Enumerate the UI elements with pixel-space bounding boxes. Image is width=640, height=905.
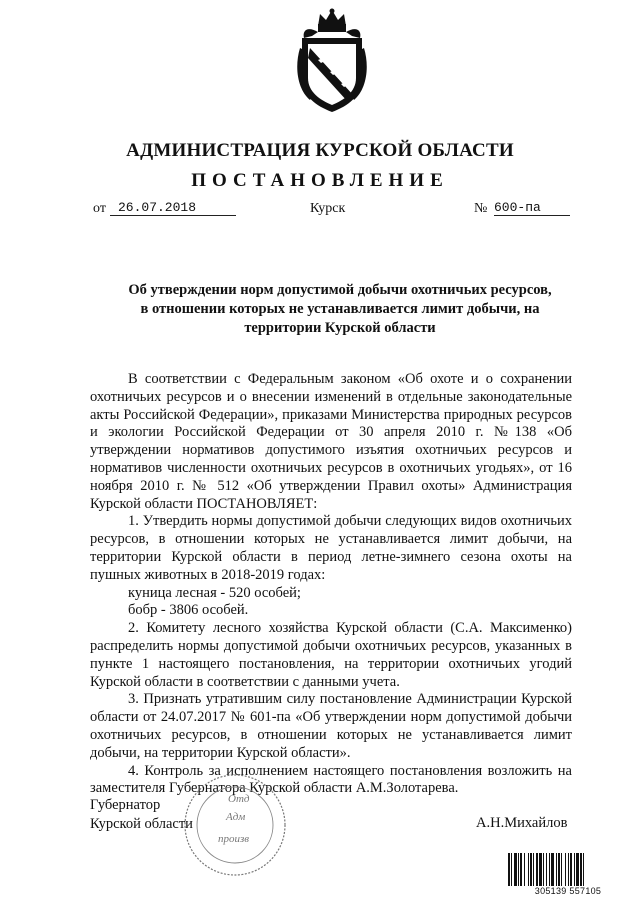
barcode-bar bbox=[558, 853, 560, 886]
signer-title bbox=[90, 796, 193, 834]
stamp-text: Отд bbox=[228, 793, 250, 805]
barcode-bar bbox=[528, 853, 529, 886]
barcode-bar bbox=[546, 853, 547, 886]
round-stamp-icon bbox=[180, 770, 290, 880]
barcode-bar bbox=[514, 853, 517, 886]
document-meta-row bbox=[0, 201, 640, 223]
barcode-bar bbox=[543, 853, 544, 886]
barcode-bar bbox=[574, 853, 575, 886]
item-2-paragraph: 2. Комитету лесного хозяйства Курской области (С.А. Максименко) распределить нормы допустимой добычи охотничьих ресурсов, указанных в пункте 1 настоящего постановления, на территории охотничьих угодий Курской области в соответствии с данными учета. bbox=[90, 620, 572, 690]
barcode-bar bbox=[565, 853, 566, 886]
species-list-item: куница лесная - 520 особей; bbox=[128, 584, 301, 601]
barcode-bar bbox=[536, 853, 538, 886]
barcode-bar bbox=[549, 853, 550, 886]
barcode-bar bbox=[551, 853, 554, 886]
item-3-paragraph: 3. Признать утратившим силу постановление Администрации Курской области от 24.07.2017 № 601-па «Об утверждении норм допустимой добычи охотничьих ресурсов, в отношении которых не устанавливается лимит добычи, на территории Курской области». bbox=[90, 691, 572, 761]
date-from-label: от bbox=[93, 201, 106, 216]
subject-line: территории Курской области bbox=[244, 320, 436, 336]
barcode-bar bbox=[533, 853, 534, 886]
barcode-bar bbox=[556, 853, 557, 886]
preamble-paragraph: В соответствии с Федеральным законом «Об охоте и о сохранении охотничьих ресурсов и о внесении изменений в отдельные законодательные акты Российской Федерации», приказами Министерства природных ресурсов и экологии Российской Федерации от 30 апреля 2010 г. №138 «Об утверждении нормативов допустимого изъятия охотничьих ресурсов и нормативов численности охотничьих ресурсов в охотничьих угодьях», от 16 ноября 2010 г. № 512 «Об утверждении Правил охоты» Администрация Курской области ПОСТАНОВЛЯЕТ: bbox=[90, 371, 572, 512]
subject-line: Об утверждении норм допустимой добычи охотничьих ресурсов, bbox=[128, 282, 552, 298]
number-label: № bbox=[474, 201, 488, 216]
barcode-bar bbox=[530, 853, 532, 886]
barcode-bar bbox=[576, 853, 579, 886]
stamp-text: произв bbox=[218, 833, 250, 845]
barcode-bar bbox=[524, 853, 525, 886]
document-number: 600-па bbox=[494, 200, 570, 216]
barcode-bar bbox=[520, 853, 522, 886]
barcode-bar bbox=[568, 853, 569, 886]
barcode-bar bbox=[570, 853, 572, 886]
item-1-paragraph: 1. Утвердить нормы допустимой добычи следующих видов охотничьих ресурсов, в отношении которых не устанавливается лимит добычи, на территории Курской области в период летне-зимнего сезона охоты на пушных животных в 2018-2019 годах: bbox=[90, 513, 572, 583]
coat-of-arms-icon bbox=[296, 8, 368, 114]
signer-title-line: Курской области bbox=[90, 816, 193, 832]
signer-title-line: Губернатор bbox=[90, 797, 161, 813]
barcode-bar bbox=[561, 853, 562, 886]
document-body bbox=[90, 371, 572, 798]
barcode-bar bbox=[583, 853, 584, 886]
barcode-bar bbox=[518, 853, 519, 886]
organization-title: АДМИНИСТРАЦИЯ КУРСКОЙ ОБЛАСТИ bbox=[126, 140, 514, 161]
stamp-text: Адм bbox=[226, 811, 246, 823]
barcode-bar bbox=[511, 853, 512, 886]
item-4-paragraph: 4. Контроль за исполнением настоящего постановления возложить на заместителя Губернатора Курской области А.М.Золотарева. bbox=[90, 762, 572, 797]
barcode-icon bbox=[506, 853, 630, 886]
signer-name: А.Н.Михайлов bbox=[476, 815, 568, 831]
barcode bbox=[506, 853, 630, 899]
barcode-bar bbox=[580, 853, 582, 886]
species-list-item: бобр - 3806 особей. bbox=[128, 602, 249, 619]
document-city: Курск bbox=[310, 201, 346, 216]
barcode-number: 305139 557105 bbox=[534, 886, 602, 896]
document-date: 26.07.2018 bbox=[110, 200, 236, 216]
barcode-bar bbox=[508, 853, 510, 886]
barcode-bar bbox=[539, 853, 542, 886]
document-type-title: ПОСТАНОВЛЕНИЕ bbox=[191, 170, 449, 191]
subject-line: в отношении которых не устанавливается лимит добычи, на bbox=[140, 301, 540, 317]
document-subject bbox=[100, 281, 580, 338]
